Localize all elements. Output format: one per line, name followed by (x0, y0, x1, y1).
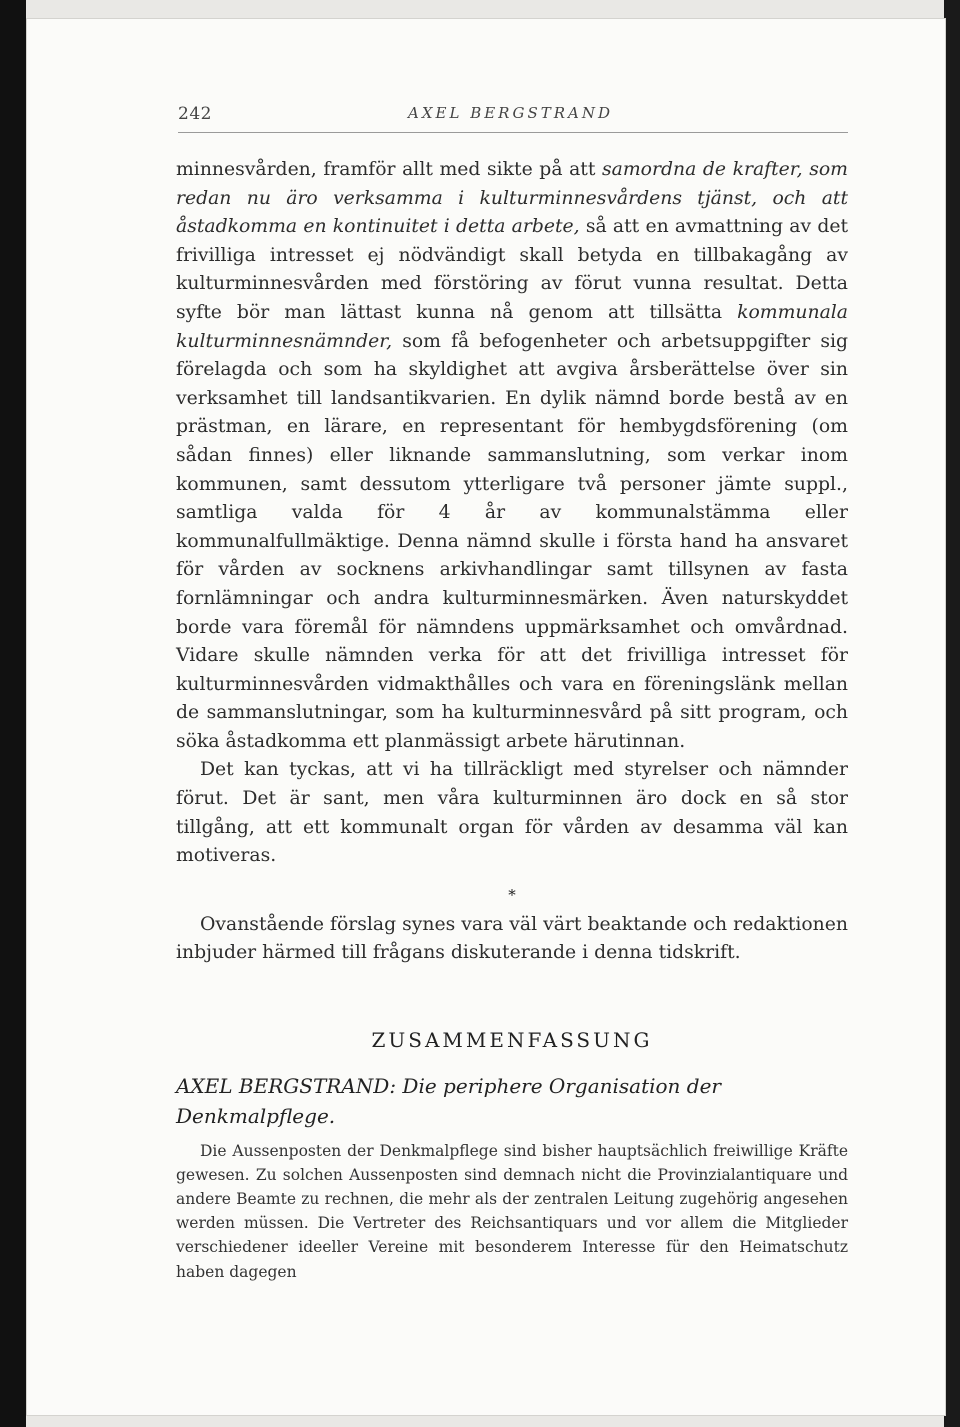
page-number: 242 (178, 104, 212, 124)
paragraph-1-emphasis-2: kommunala kulturminnesnämnder, (176, 301, 848, 352)
scan-edge-right (944, 0, 960, 1427)
summary-title (176, 1071, 848, 1131)
body-text (176, 156, 848, 1284)
paragraph-continued (176, 156, 848, 756)
section-divider: * (508, 885, 516, 904)
paragraph-3: Ovanstående förslag synes vara väl värt beaktande och redaktionen inbjuder härmed till frågans diskuterande i denna tidskrift. (176, 913, 848, 964)
paragraph-2: Det kan tyckas, att vi ha tillräckligt med styrelser och nämnder förut. Det är sant, men våra kulturminnen äro dock en så stor tillgång, att ett kommunalt organ för vården av desamma väl kan motiveras. (176, 759, 848, 867)
summary-author: AXEL BERGSTRAND: (176, 1073, 397, 1098)
summary-article-title: Die periphere Organisation der Denkmalpflege. (176, 1073, 721, 1128)
paragraph-1-text-2: så att en avmattning av det frivilliga intresset ej nödvändigt skall betyda en tillbakagång av kulturminnesvården med förstöring av förut vunna resultat. Detta syfte bör man lättast kunna nå genom att tillsätta (176, 216, 848, 323)
scan-edge-left (0, 0, 26, 1427)
page-header (178, 104, 848, 133)
running-head: AXEL BERGSTRAND (408, 104, 613, 122)
summary-text: Die Aussenposten der Denkmalpflege sind bisher hauptsächlich freiwillige Kräfte gewesen. Zu solchen Aussenposten sind demnach nicht die Provinzialantiquare und andere Beamte zu rechnen, die mehr als der zentralen Leitung zugehörig angesehen werden müssen. Die Vertreter des Reichsantiquars und vor allem die Mitglieder verschiedener ideeller Vereine mit besonderem Interesse für den Heimatschutz haben dagegen (176, 1141, 848, 1281)
paragraph-1-emphasis-1: samordna de krafter, som redan nu äro verksamma i kulturminnesvårdens tjänst, och att åstadkomma en kontinuitet i detta arbete, (176, 159, 848, 238)
paragraph-1-text-1: minnesvården, framför allt med sikte på att (176, 159, 603, 180)
summary-heading: ZUSAMMENFASSUNG (371, 1028, 653, 1053)
paragraph-1-text-3: som få befogenheter och arbetsuppgifter sig förelagda och som ha skyldighet att avgiva årsberättelse över sin verksamhet till landsantikvarien. En dylik nämnd borde bestå av en prästman, en lärare, en representant för hembygdsförening (om sådan finnes) eller liknande sammanslutning, som verkar inom kommunen, samt dessutom ytterligare två personer jämte suppl., samtliga valda för 4 år av kommunalstämma eller kommunalfullmäktige. Denna nämnd skulle i första hand ha ansvaret för vården av socknens arkivhandlingar samt tillsynen av fasta fornlämningar och andra kulturminnesmärken. Även naturskyddet borde vara föremål för nämndens uppmärksamhet och omvårdnad. Vidare skulle nämnden verka för att det frivilliga intresset för kulturminnesvården vidmakthålles och vara en föreningslänk mellan de sammanslutningar, som ha kulturminnesvård på sitt program, och söka åstadkomma ett planmässigt arbete härutinnan. (176, 330, 848, 752)
